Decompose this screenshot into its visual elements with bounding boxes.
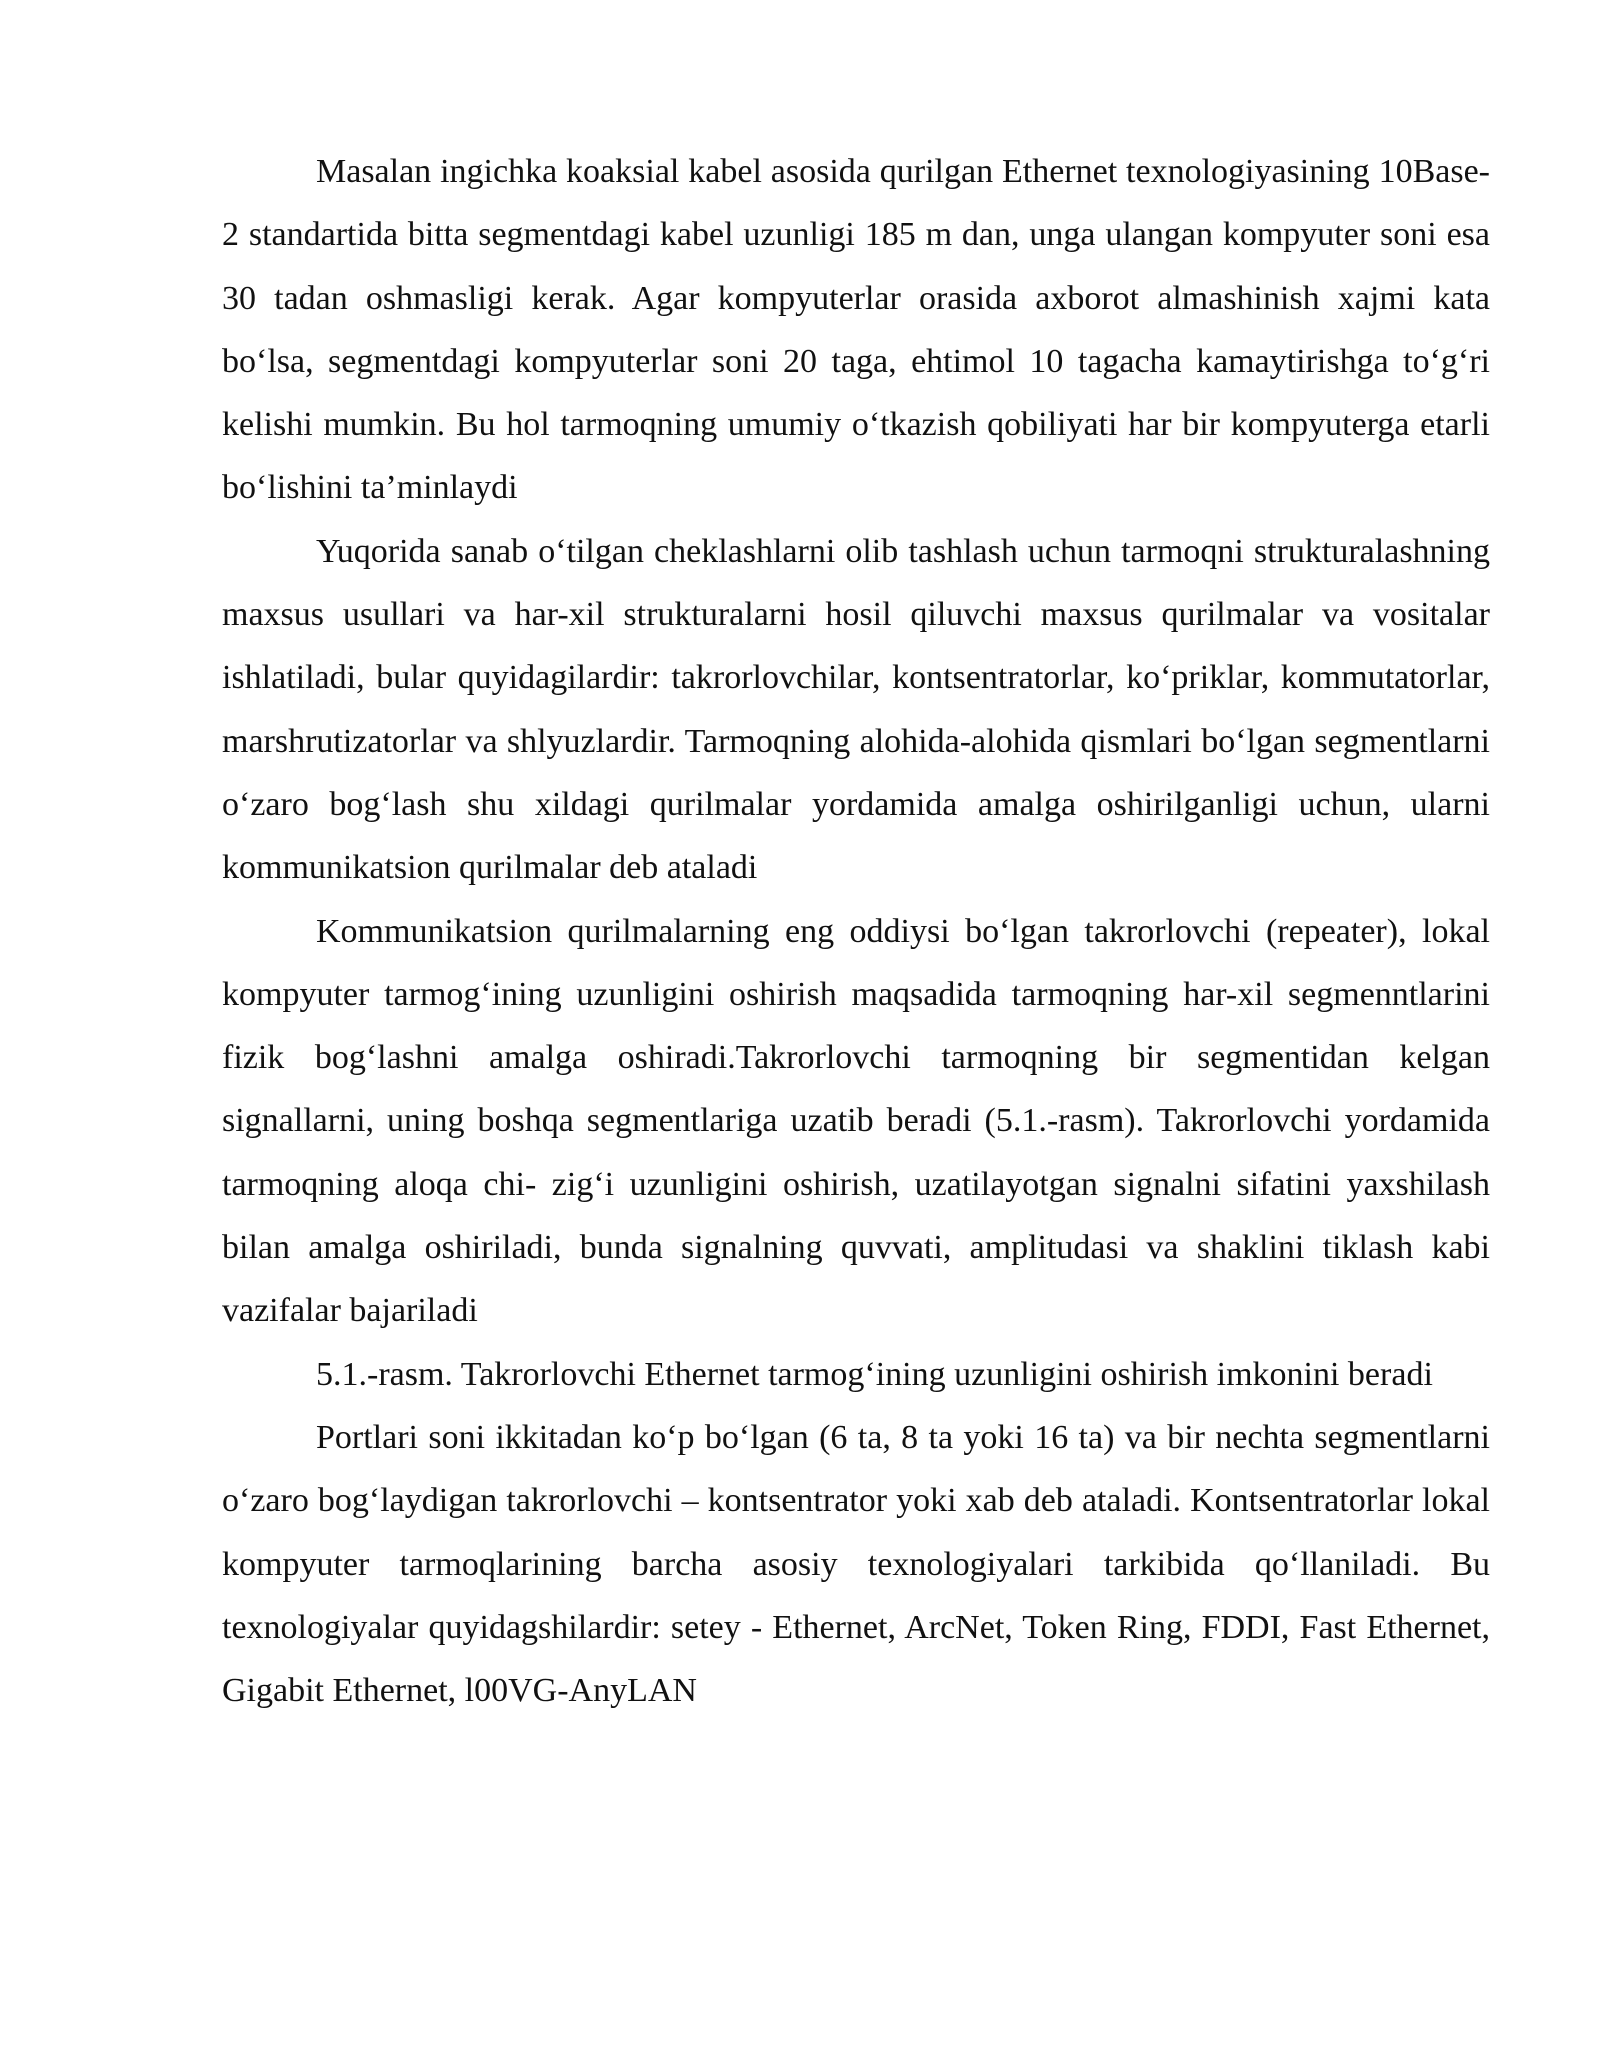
document-page [222, 140, 1490, 1722]
paragraph-communication-devices: Yuqorida sanab o‘tilgan cheklashlarni olib tashlash uchun tarmoqni strukturalashning maxsus usullari va har-xil strukturalarni hosil qiluvchi maxsus qurilmalar va vositalar ishlatiladi, bular quyidagilardir: takrorlovchilar, kontsentratorlar, ko‘priklar, kommutatorlar, marshrutizatorlar va shlyuzlardir. Tarmoqning alohida-alohida qismlari bo‘lgan segmentlarni o‘zaro bog‘lash shu xildagi qurilmalar yordamida amalga oshirilganligi uchun, ularni kommunikatsion qurilmalar deb ataladi [222, 532, 1490, 887]
figure-caption: 5.1.-rasm. Takrorlovchi Ethernet tarmog‘ining uzunligini oshirish imkonini beradi [316, 1355, 1433, 1393]
paragraph-repeater: Kommunikatsion qurilmalarning eng oddiysi bo‘lgan takrorlovchi (repeater), lokal kompyuter tarmog‘ining uzunligini oshirish maqsadida tarmoqning har-xil segmenntlarini fizik bog‘lashni amalga oshiradi.Takrorlovchi tarmoqning bir segmentidan kelgan signallarni, uning boshqa segmentlariga uzatib beradi (5.1.-rasm). Takrorlovchi yordamida tarmoqning aloqa chi- zig‘i uzunligini oshirish, uzatilayotgan signalni sifatini yaxshilash bilan amalga oshiriladi, bunda signalning quvvati, amplitudasi va shaklini tiklash kabi vazifalar bajariladi [222, 912, 1490, 1330]
paragraph-segment-limits: Masalan ingichka koaksial kabel asosida qurilgan Ethernet texnologiyasining 10Base-2 standartida bitta segmentdagi kabel uzunligi 185 m dan, unga ulangan kompyuter soni esa 30 tadan oshmasligi kerak. Agar kompyuterlar orasida axborot almashinish xajmi kata bo‘lsa, segmentdagi kompyuterlar soni 20 taga, ehtimol 10 tagacha kamaytirishga to‘g‘ri kelishi mumkin. Bu hol tarmoqning umumiy o‘tkazish qobiliyati har bir kompyuterga etarli bo‘lishini ta’minlaydi [222, 153, 1490, 507]
paragraph-concentrator: Portlari soni ikkitadan ko‘p bo‘lgan (6 ta, 8 ta yoki 16 ta) va bir nechta segmentlarni o‘zaro bog‘laydigan takrorlovchi – kontsentrator yoki xab deb ataladi. Kontsentratorlar lokal kompyuter tarmoqlarining barcha asosiy texnologiyalari tarkibida qo‘llaniladi. Bu texnologiyalar quyidagshilardir: setey - Ethernet, ArcNet, Token Ring, FDDI, Fast Ethernet, Gigabit Ethernet, l00VG-AnyLAN [222, 1418, 1490, 1710]
